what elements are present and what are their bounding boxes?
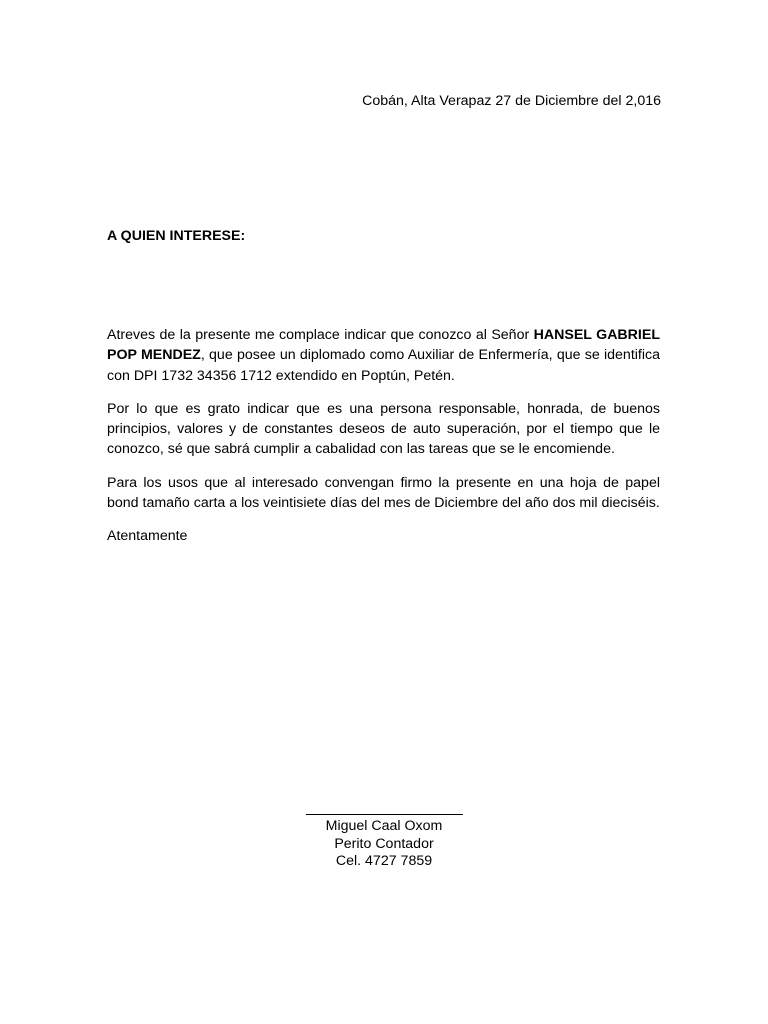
- signer-name: Miguel Caal Oxom: [325, 818, 443, 834]
- paragraph-purpose: Para los usos que al interesado convengan firmo la presente en una hoja de papel bond tamaño carta a los veintisiete días del mes de Diciembre del año dos mil dieciséis.: [107, 474, 660, 512]
- closing: Atentamente: [107, 528, 188, 545]
- paragraph-character: Por lo que es grato indicar que es una persona responsable, honrada, de buenos principios, valores y de constantes deseos de auto superación, por el tiempo que le conozco, sé que sabrá cumplir a cabalidad con las tareas que se le encomiende.: [107, 400, 660, 458]
- letter-body: [107, 325, 660, 546]
- recommended-person-name: HANSEL GABRIEL POP MENDEZ: [107, 327, 660, 364]
- paragraph-introduction: [107, 325, 660, 386]
- paragraph-introduction-rest: , que posee un diplomado como Auxiliar de Enfermería, que se identifica con DPI 1732 34356 1712 extendido en Poptún, Petén.: [107, 347, 660, 384]
- place-date: Cobán, Alta Verapaz 27 de Diciembre del 2,016: [362, 93, 661, 109]
- signature-block: [284, 798, 484, 871]
- salutation: A QUIEN INTERESE:: [107, 228, 246, 244]
- signer-phone: Cel. 4727 7859: [335, 853, 433, 869]
- signature-line: [306, 798, 463, 815]
- signer-title: Perito Contador: [334, 835, 434, 852]
- paragraph-introduction-lead: Atreves de la presente me complace indicar que conozco al Señor: [107, 327, 534, 343]
